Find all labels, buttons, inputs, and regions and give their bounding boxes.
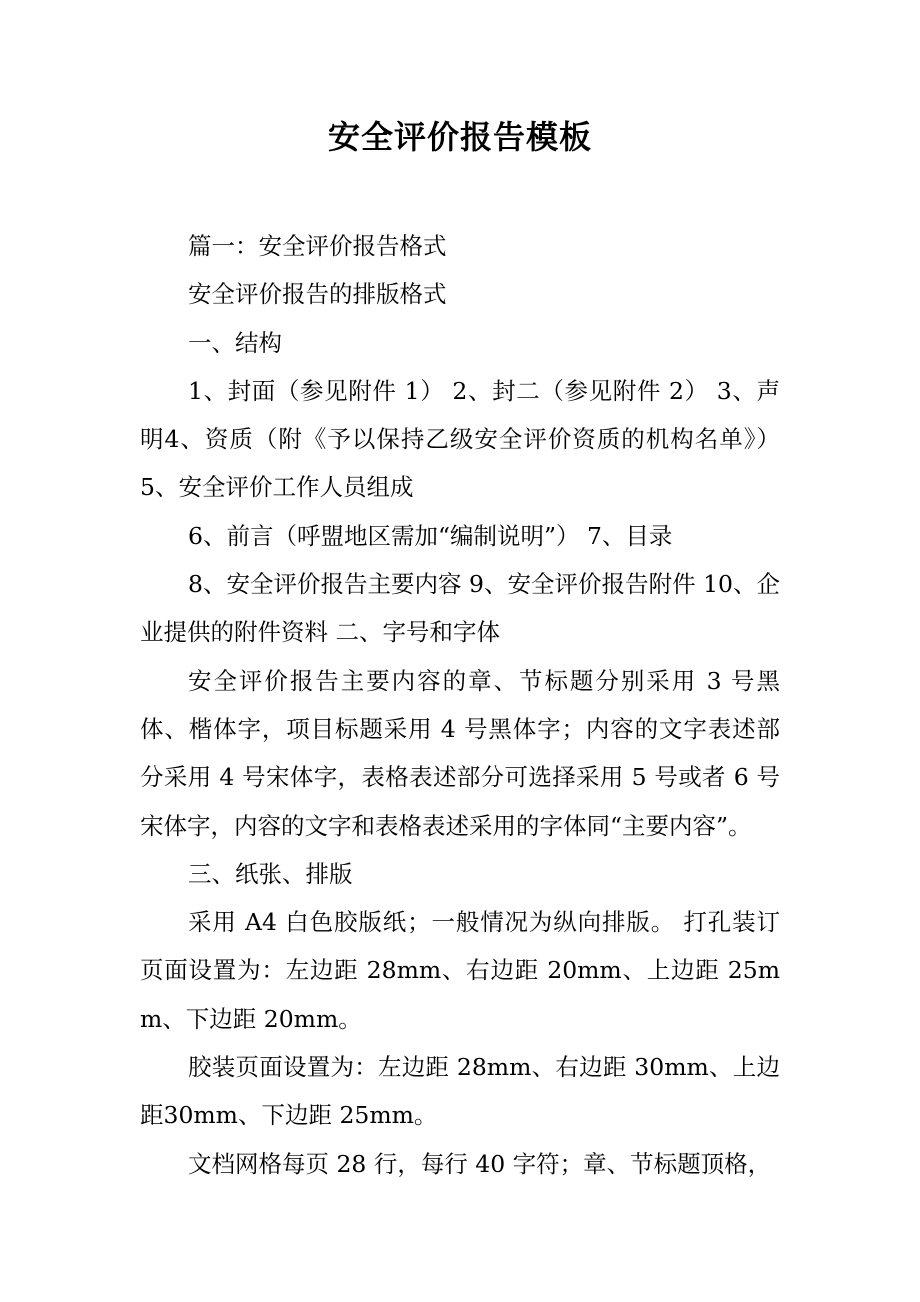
paragraph-paper-heading: 三、纸张、排版 (188, 859, 353, 888)
paragraph-structure-items-1: 1、封面（参见附件 1） 2、封二（参见附件 2） 3、声明4、资质（附《予以保持乙级安全评价资质的机构名单》）5、安全评价工作人员组成 (140, 376, 780, 502)
paragraph-paper-rules: 采用 A4 白色胶版纸；一般情况为纵向排版。 打孔装订页面设置为：左边距 28mm、右边距 20mm、上边距 25mm、下边距 20mm。 (140, 908, 780, 1033)
document-body (140, 222, 780, 1188)
paragraph-structure-items-2: 6、前言（呼盟地区需加“编制说明”） 7、目录 (188, 521, 673, 550)
paragraph-binding-rules: 胶装页面设置为：左边距 28mm、右边距 30mm、上边距30mm、下边距 25mm。 (140, 1053, 780, 1130)
document-title: 安全评价报告模板 (327, 118, 592, 156)
paragraph-section-heading: 篇一：安全评价报告格式 (188, 232, 447, 260)
paragraph-structure-items-3: 8、安全评价报告主要内容 9、安全评价报告附件 10、企业提供的附件资料 二、字号和字体 (140, 570, 780, 647)
paragraph-structure-heading: 一、结构 (188, 328, 282, 357)
paragraph-grid-rules: 文档网格每页 28 行，每行 40 字符；章、节标题顶格， (188, 1149, 772, 1178)
paragraph-font-rules: 安全评价报告主要内容的章、节标题分别采用 3 号黑体、楷体字，项目标题采用 4 号黑体字；内容的文字表述部分采用 4 号宋体字，表格表述部分可选择采用 5 号或者 6 号宋体字，内容的文字和表格表述采用的字体同“主要内容”。 (140, 666, 780, 840)
paragraph-subtitle: 安全评价报告的排版格式 (188, 280, 447, 309)
